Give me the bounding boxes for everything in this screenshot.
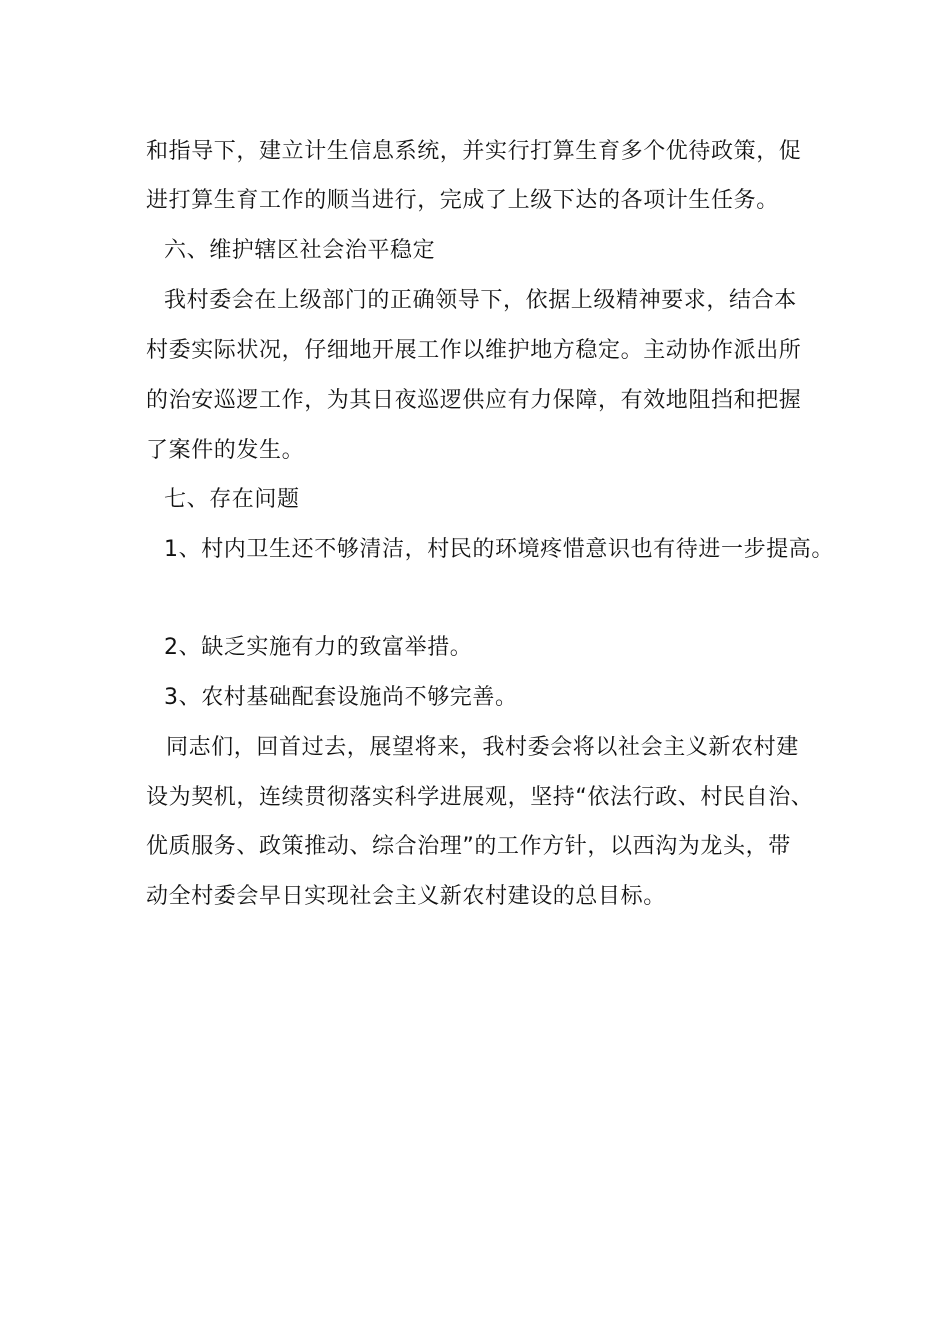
section-heading: 六、维护辖区社会治平稳定 [164,238,436,263]
paragraph-line: 同志们，回首过去，展望将来，我村委会将以社会主义新农村建 [166,735,799,760]
paragraph-line: 我村委会在上级部门的正确领导下，依据上级精神要求，结合本 [164,288,797,313]
paragraph-line: 村委实际状况，仔细地开展工作以维护地方稳定。主动协作派出所 [146,338,802,363]
paragraph-line: 的治安巡逻工作，为其日夜巡逻供应有力保障，有效地阻挡和把握 [146,388,802,413]
list-item: 2、缺乏实施有力的致富举措。 [164,635,473,660]
paragraph-line: 进打算生育工作的顺当进行，完成了上级下达的各项计生任务。 [146,188,779,213]
section-heading: 七、存在问题 [164,487,300,512]
paragraph-line: 优质服务、政策推动、综合治理”的工作方针，以西沟为龙头，带 [146,834,791,859]
list-item: 1、村内卫生还不够清洁，村民的环境疼惜意识也有待进一步提高。 [164,537,834,562]
paragraph-line: 设为契机，连续贯彻落实科学进展观，坚持“依法行政、村民自治、 [146,785,814,810]
paragraph-line: 了案件的发生。 [146,438,305,463]
list-item: 3、农村基础配套设施尚不够完善。 [164,685,518,710]
paragraph-line: 和指导下，建立计生信息系统，并实行打算生育多个优待政策，促 [146,139,802,164]
paragraph-line: 动全村委会早日实现社会主义新农村建设的总目标。 [146,884,666,909]
